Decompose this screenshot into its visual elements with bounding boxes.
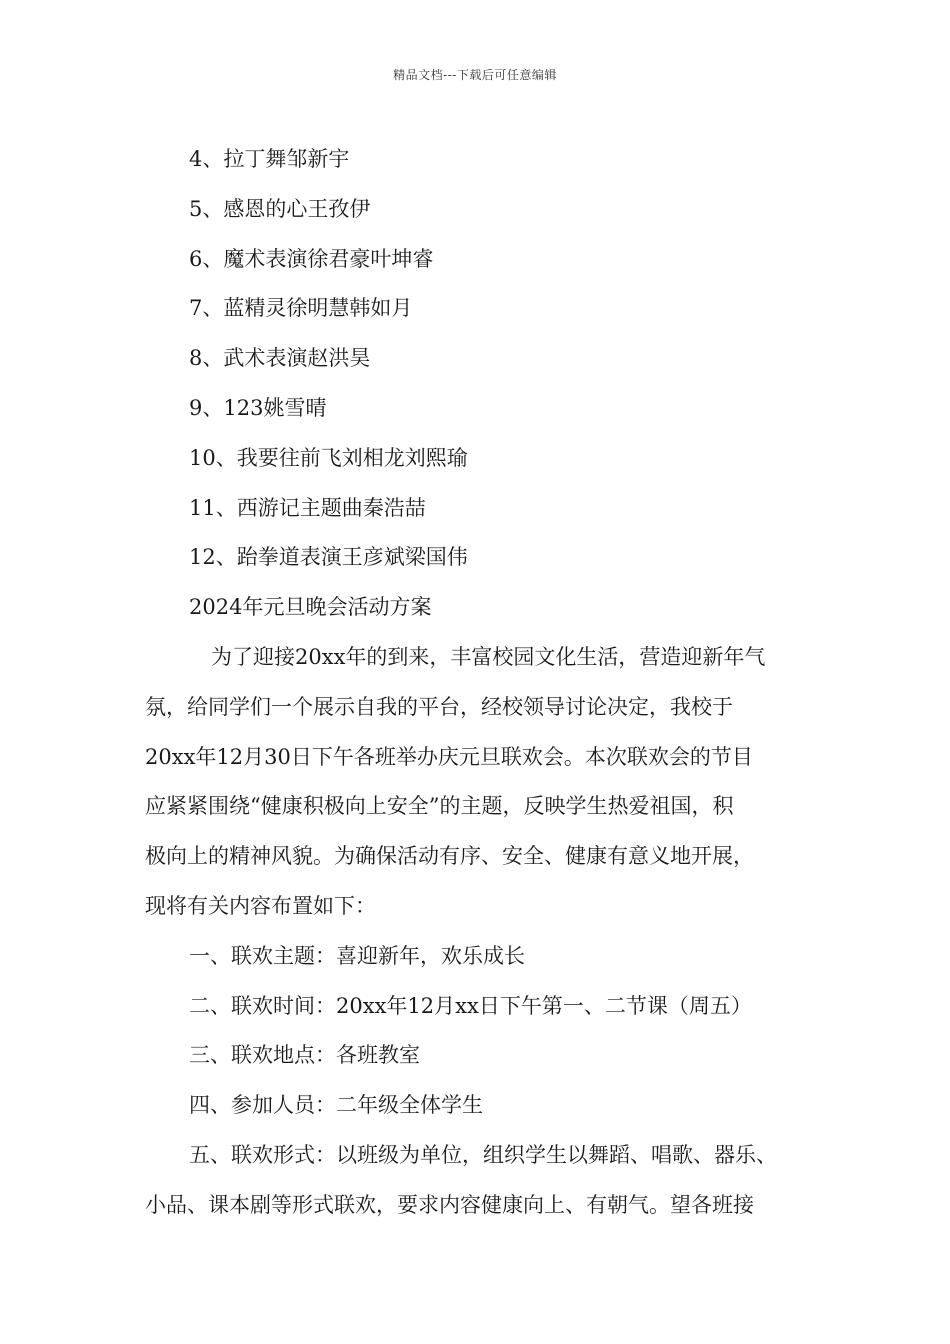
paragraph-line: 五、联欢形式：以班级为单位，组织学生以舞蹈、唱歌、器乐、 [189,1142,777,1167]
plan-item: 三、联欢地点：各班教室 [189,1043,420,1068]
program-item: 7、蓝精灵徐明慧韩如月 [189,296,413,321]
program-item: 12、跆拳道表演王彦斌梁国伟 [189,545,468,570]
program-item: 5、感恩的心王孜伊 [189,196,371,221]
paragraph-line: 小品、课本剧等形式联欢，要求内容健康向上、有朝气。望各班接 [145,1192,754,1217]
paragraph-line: 20xx年12月30日下午各班举办庆元旦联欢会。本次联欢会的节目 [145,744,753,769]
plan-item: 四、参加人员：二年级全体学生 [189,1093,483,1118]
program-item: 8、武术表演赵洪昊 [189,346,371,371]
section-title: 2024年元旦晚会活动方案 [189,595,432,620]
program-item: 11、西游记主题曲秦浩喆 [189,495,426,520]
plan-item: 二、联欢时间：20xx年12月xx日下午第一、二节课（周五） [189,993,752,1018]
document-body [145,135,835,1231]
plan-item: 一、联欢主题：喜迎新年，欢乐成长 [189,943,525,968]
form-paragraph [145,1131,835,1231]
intro-paragraph [145,633,835,932]
paragraph-line: 极向上的精神风貌。为确保活动有序、安全、健康有意义地开展， [145,844,754,869]
program-item: 9、123姚雪晴 [189,395,327,420]
paragraph-line: 为了迎接20xx年的到来，丰富校园文化生活，营造迎新年气 [211,644,766,669]
paragraph-line: 氛，给同学们一个展示自我的平台，经校领导讨论决定，我校于 [145,694,733,719]
program-item: 10、我要往前飞刘相龙刘熙瑜 [189,445,468,470]
program-item: 4、拉丁舞邹新宇 [189,147,350,171]
paragraph-line: 现将有关内容布置如下： [145,893,376,918]
program-item: 6、魔术表演徐君豪叶坤睿 [189,246,434,271]
page-header: 精品文档---下载后可任意编辑 [393,68,557,82]
paragraph-line: 应紧紧围绕“健康积极向上安全”的主题，反映学生热爱祖国，积 [145,794,734,819]
